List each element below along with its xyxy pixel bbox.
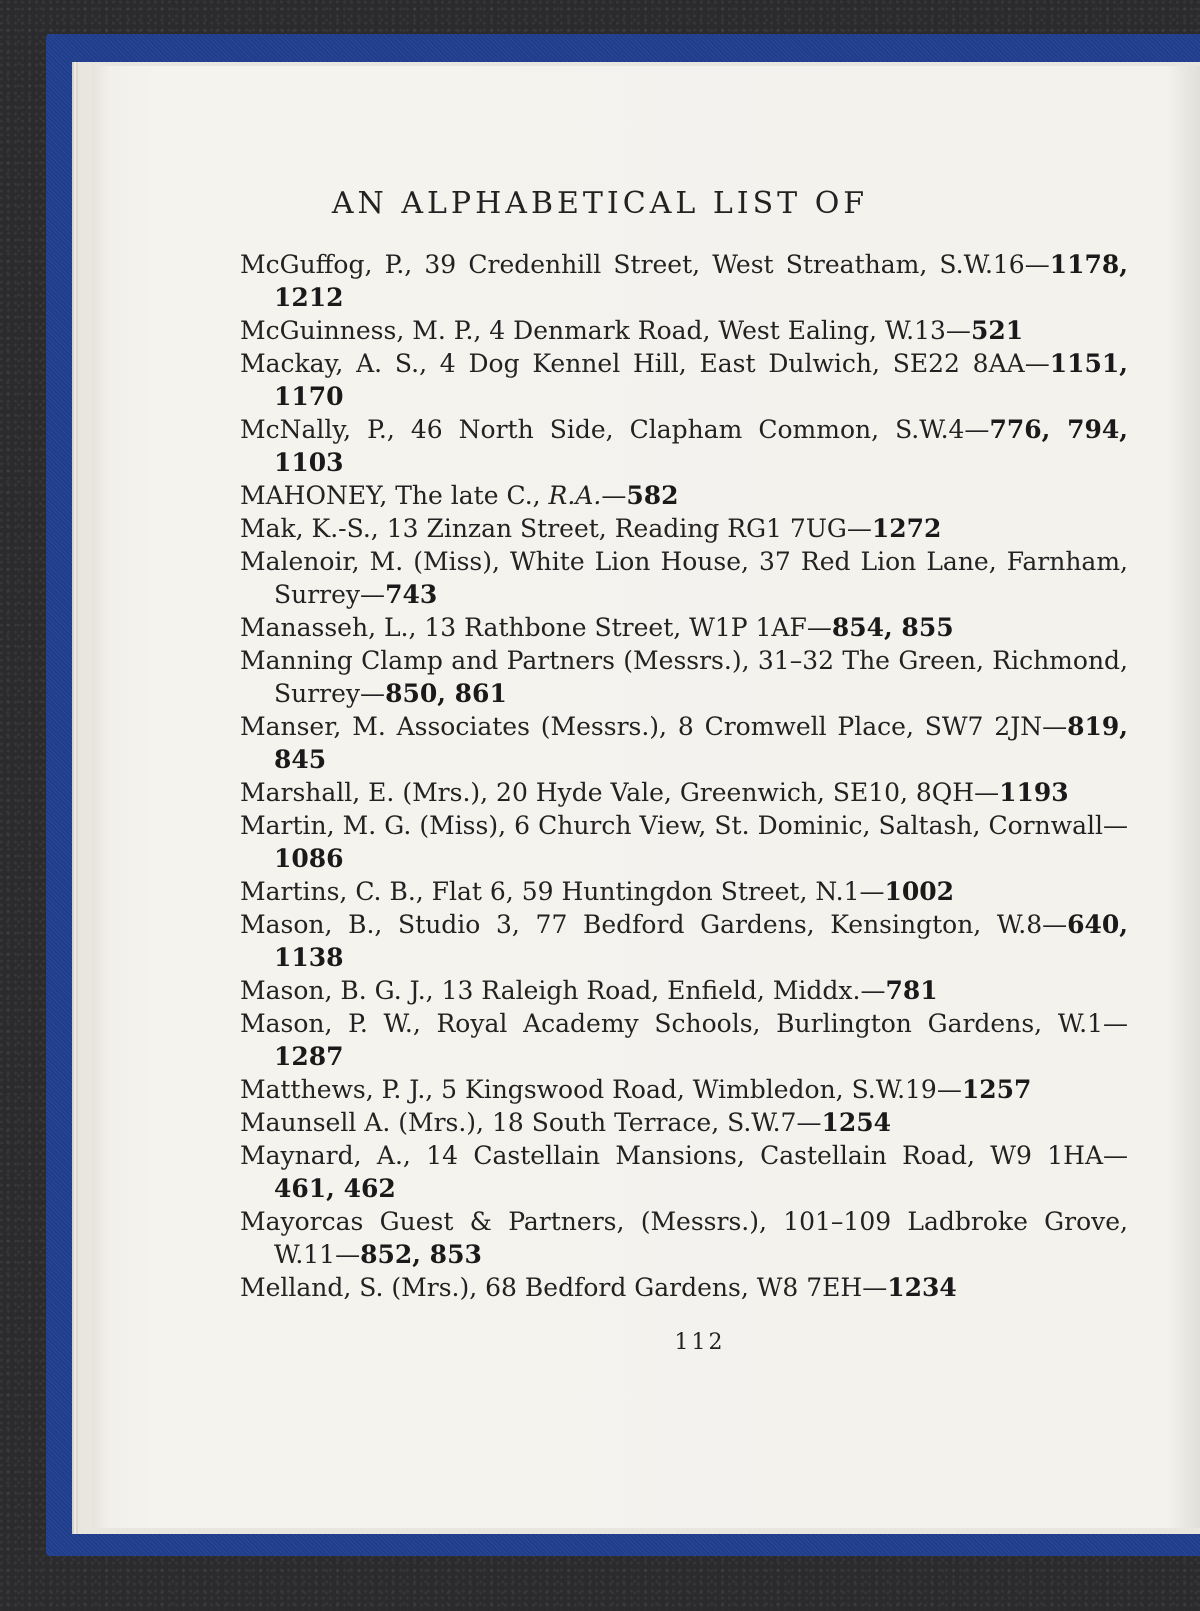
list-entry: McGuinness, M. P., 4 Denmark Road, West Ealing, W.13—521 bbox=[240, 316, 1024, 345]
list-entry: Maynard, A., 14 Castellain Mansions, Castellain Road, W9 1HA—461, 462 bbox=[240, 1141, 1128, 1203]
list-entry: Martin, M. G. (Miss), 6 Church View, St. Dominic, Saltash, Cornwall—1086 bbox=[240, 811, 1128, 873]
list-entry: Marshall, E. (Mrs.), 20 Hyde Vale, Greenwich, SE10, 8QH—1193 bbox=[240, 778, 1069, 807]
list-entry: Maunsell A. (Mrs.), 18 South Terrace, S.W.7—1254 bbox=[240, 1108, 892, 1137]
list-entry: Mason, B. G. J., 13 Raleigh Road, Enfield, Middx.—781 bbox=[240, 976, 938, 1005]
list-entry: Melland, S. (Mrs.), 68 Bedford Gardens, W8 7EH—1234 bbox=[240, 1273, 957, 1302]
list-entry: Mason, B., Studio 3, 77 Bedford Gardens, Kensington, W.8—640, 1138 bbox=[240, 910, 1128, 972]
list-entry: McGuffog, P., 39 Credenhill Street, West Streatham, S.W.16—1178, 1212 bbox=[240, 250, 1128, 312]
list-entry: Mayorcas Guest & Partners, (Messrs.), 101–109 Ladbroke Grove, W.11—852, 853 bbox=[240, 1207, 1128, 1269]
list-entry: Manser, M. Associates (Messrs.), 8 Cromwell Place, SW7 2JN—819, 845 bbox=[240, 712, 1128, 774]
list-entry: Mason, P. W., Royal Academy Schools, Burlington Gardens, W.1—1287 bbox=[240, 1009, 1128, 1071]
list-entry: McNally, P., 46 North Side, Clapham Common, S.W.4—776, 794, 1103 bbox=[240, 415, 1128, 477]
list-entry: MAHONEY, The late C., R.A.—582 bbox=[240, 481, 679, 510]
list-entry: Martins, C. B., Flat 6, 59 Huntingdon Street, N.1—1002 bbox=[240, 877, 955, 906]
page-heading: AN ALPHABETICAL LIST OF bbox=[331, 186, 869, 221]
list-entry: Manasseh, L., 13 Rathbone Street, W1P 1AF—854, 855 bbox=[240, 613, 954, 642]
list-entry: Manning Clamp and Partners (Messrs.), 31–32 The Green, Richmond, Surrey—850, 861 bbox=[240, 646, 1128, 708]
entry-list bbox=[240, 248, 1128, 1304]
list-entry: Mak, K.-S., 13 Zinzan Street, Reading RG1 7UG—1272 bbox=[240, 514, 942, 543]
page-gutter-shadow bbox=[1166, 66, 1200, 1528]
list-entry: Matthews, P. J., 5 Kingswood Road, Wimbledon, S.W.19—1257 bbox=[240, 1075, 1032, 1104]
list-entry: Mackay, A. S., 4 Dog Kennel Hill, East Dulwich, SE22 8AA—1151, 1170 bbox=[240, 349, 1128, 411]
list-entry: Malenoir, M. (Miss), White Lion House, 37 Red Lion Lane, Farnham, Surrey—743 bbox=[240, 547, 1128, 609]
page-number: 112 bbox=[674, 1330, 726, 1355]
